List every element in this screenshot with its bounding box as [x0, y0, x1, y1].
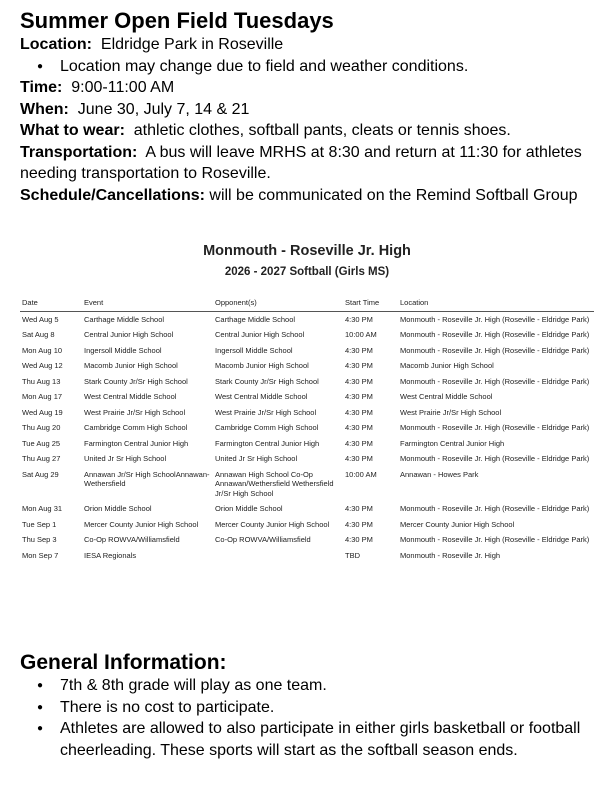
- cell-start-time: 4:30 PM: [345, 423, 373, 432]
- cell-opponents: Central Junior High School: [215, 330, 305, 339]
- schedule-note-label: Schedule/Cancellations:: [20, 186, 205, 204]
- cell-opponents: West Central Middle School: [215, 392, 308, 401]
- cell-date: Mon Aug 31: [22, 504, 63, 513]
- cell-start-time: 10:00 AM: [345, 330, 377, 339]
- cell-opponents: Stark County Jr/Sr High School: [215, 376, 319, 386]
- cell-event: Stark County Jr/Sr High School: [84, 376, 188, 386]
- cell-location: Monmouth - Roseville Jr. High (Roseville - Eldridge Park): [400, 314, 590, 324]
- table-row: [20, 343, 594, 359]
- cell-date: Thu Aug 20: [22, 423, 61, 432]
- time-label: Time:: [20, 79, 63, 96]
- when-value: June 30, July 7, 14 & 21: [77, 100, 250, 118]
- cell-event: Mercer County Junior High School: [84, 519, 199, 529]
- cell-start-time: 4:30 PM: [345, 535, 373, 544]
- column-header-event: Event: [82, 298, 213, 311]
- cell-date: Wed Aug 5: [22, 314, 59, 324]
- schedule-title: Monmouth - Roseville Jr. High: [203, 243, 411, 259]
- cell-event: Ingersoll Middle School: [84, 345, 162, 355]
- cell-date: Tue Sep 1: [22, 519, 57, 529]
- schedule-note-value: will be communicated on the Remind Softball Group: [209, 186, 578, 204]
- cell-date: Mon Sep 7: [22, 550, 59, 560]
- table-row: [20, 467, 594, 502]
- cell-event: Annawan Jr/Sr High SchoolAnnawan-Wethersfield: [84, 469, 210, 488]
- cell-opponents: Annawan High School Co-Op Annawan/Wethersfield Wethersfield Jr/Sr High School: [215, 469, 334, 498]
- cell-start-time: TBD: [345, 550, 360, 560]
- wear-line: [20, 120, 605, 142]
- cell-location: Monmouth - Roseville Jr. High (Roseville - Eldridge Park): [400, 345, 590, 355]
- cell-date: Thu Aug 27: [22, 454, 61, 463]
- cell-opponents: [213, 548, 343, 564]
- time-line: [20, 77, 605, 99]
- page-title: Summer Open Field Tuesdays: [20, 8, 334, 33]
- table-row: [20, 548, 594, 564]
- cell-event: Co-Op ROWVA/Williamsfield: [84, 535, 180, 544]
- cell-opponents: Mercer County Junior High School: [215, 519, 330, 529]
- cell-event: Carthage Middle School: [84, 314, 165, 324]
- schedule-note-line: [20, 185, 605, 207]
- location-label: Location:: [20, 36, 92, 53]
- cell-date: Tue Aug 25: [22, 438, 61, 448]
- schedule-section: [20, 236, 594, 560]
- cell-location: Monmouth - Roseville Jr. High (Roseville - Eldridge Park): [400, 535, 590, 544]
- column-header-date: Date: [20, 298, 82, 311]
- cell-date: Thu Aug 13: [22, 376, 61, 386]
- cell-date: Sat Aug 29: [22, 469, 59, 479]
- table-row: [20, 389, 594, 405]
- cell-opponents: Cambridge Comm High School: [215, 423, 319, 432]
- table-row: [20, 405, 594, 421]
- schedule-header-row: [20, 298, 594, 311]
- cell-opponents: West Prairie Jr/Sr High School: [215, 407, 317, 417]
- table-row: [20, 501, 594, 517]
- cell-location: Annawan - Howes Park: [400, 469, 479, 479]
- cell-start-time: 4:30 PM: [345, 407, 373, 417]
- time-value: 9:00-11:00 AM: [71, 79, 175, 96]
- schedule-body: [20, 311, 594, 563]
- general-info-heading: General Information:: [20, 651, 227, 674]
- cell-event: West Prairie Jr/Sr High School: [84, 407, 186, 417]
- cell-date: Wed Aug 12: [22, 361, 63, 370]
- cell-location: Macomb Junior High School: [400, 361, 494, 370]
- cell-start-time: 4:30 PM: [345, 504, 373, 513]
- cell-date: Mon Aug 10: [22, 345, 63, 355]
- cell-start-time: 4:30 PM: [345, 361, 373, 370]
- transport-value: A bus will leave MRHS at 8:30 and return at 11:30 for athletes needing transportation to Roseville.: [20, 143, 582, 182]
- cell-date: Thu Sep 3: [22, 535, 57, 544]
- table-row: [20, 420, 594, 436]
- location-note: ● Location may change due to field and weather conditions.: [20, 56, 605, 78]
- cell-date: Wed Aug 19: [22, 407, 63, 417]
- cell-date: Sat Aug 8: [22, 330, 55, 339]
- wear-value: athletic clothes, softball pants, cleats or tennis shoes.: [133, 122, 511, 139]
- column-header-location: Location: [398, 298, 594, 311]
- column-header-opponents: Opponent(s): [213, 298, 343, 311]
- cell-start-time: 4:30 PM: [345, 345, 373, 355]
- cell-event: Orion Middle School: [84, 504, 152, 513]
- cell-start-time: 4:30 PM: [345, 314, 373, 324]
- cell-event: United Jr Sr High School: [84, 454, 167, 463]
- schedule-subtitle: 2026 - 2027 Softball (Girls MS): [224, 266, 390, 278]
- column-header-start-time: Start Time: [343, 298, 398, 311]
- cell-opponents: Ingersoll Middle School: [215, 345, 293, 355]
- transport-label: Transportation:: [20, 143, 138, 161]
- wear-label: What to wear:: [20, 122, 125, 139]
- cell-opponents: Macomb Junior High School: [215, 361, 309, 370]
- cell-location: West Central Middle School: [400, 392, 493, 401]
- flyer-header-section: [20, 8, 605, 206]
- table-row: [20, 374, 594, 390]
- cell-opponents: Farmington Central Junior High: [215, 438, 320, 448]
- cell-location: Monmouth - Roseville Jr. High (Roseville - Eldridge Park): [400, 423, 590, 432]
- location-line: [20, 34, 605, 56]
- general-info-section: [20, 651, 610, 761]
- transport-line: [20, 142, 605, 185]
- general-info-item: ● Athletes are allowed to also participate in either girls basketball or football cheerleading. These sports will start as the softball season ends.: [20, 718, 610, 761]
- cell-event: Cambridge Comm High School: [84, 423, 188, 432]
- cell-opponents: United Jr Sr High School: [215, 454, 298, 463]
- cell-event: Farmington Central Junior High: [84, 438, 189, 448]
- cell-start-time: 4:30 PM: [345, 376, 373, 386]
- cell-start-time: 10:00 AM: [345, 469, 377, 479]
- cell-opponents: Carthage Middle School: [215, 314, 296, 324]
- when-line: [20, 99, 605, 121]
- cell-location: Monmouth - Roseville Jr. High (Roseville - Eldridge Park): [400, 330, 590, 339]
- table-row: [20, 532, 594, 548]
- cell-location: Monmouth - Roseville Jr. High (Roseville - Eldridge Park): [400, 376, 590, 386]
- cell-location: Farmington Central Junior High: [400, 438, 505, 448]
- cell-start-time: 4:30 PM: [345, 392, 373, 401]
- when-label: When:: [20, 100, 69, 118]
- cell-opponents: Co-Op ROWVA/Williamsfield: [215, 535, 311, 544]
- general-info-item: ● 7th & 8th grade will play as one team.: [20, 675, 610, 697]
- cell-event: IESA Regionals: [84, 550, 137, 560]
- cell-date: Mon Aug 17: [22, 392, 63, 401]
- cell-location: Monmouth - Roseville Jr. High (Roseville - Eldridge Park): [400, 504, 590, 513]
- general-info-item: ● There is no cost to participate.: [20, 697, 610, 719]
- table-row: [20, 451, 594, 467]
- cell-event: Macomb Junior High School: [84, 361, 178, 370]
- table-row: [20, 311, 594, 327]
- cell-start-time: 4:30 PM: [345, 454, 373, 463]
- cell-location: Mercer County Junior High School: [400, 519, 515, 529]
- table-row: [20, 517, 594, 533]
- cell-location: Monmouth - Roseville Jr. High: [400, 550, 501, 560]
- table-row: [20, 436, 594, 452]
- cell-start-time: 4:30 PM: [345, 438, 373, 448]
- cell-opponents: Orion Middle School: [215, 504, 283, 513]
- table-row: [20, 327, 594, 343]
- schedule-table: [20, 298, 594, 563]
- location-value: Eldridge Park in Roseville: [100, 36, 284, 53]
- cell-event: Central Junior High School: [84, 330, 174, 339]
- cell-start-time: 4:30 PM: [345, 519, 373, 529]
- cell-location: Monmouth - Roseville Jr. High (Roseville - Eldridge Park): [400, 454, 590, 463]
- cell-location: West Prairie Jr/Sr High School: [400, 407, 502, 417]
- cell-event: West Central Middle School: [84, 392, 177, 401]
- table-row: [20, 358, 594, 374]
